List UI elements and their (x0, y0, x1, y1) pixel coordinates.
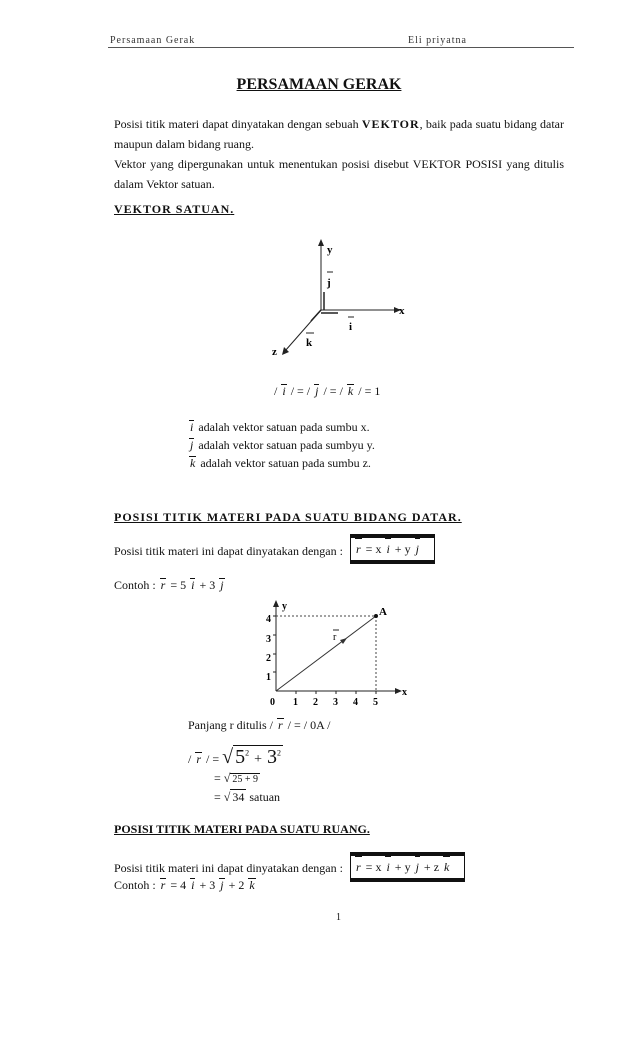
magnitude-calc-line3: = √ 34 satuan (214, 790, 281, 804)
page-title: PERSAMAAN GERAK (236, 76, 402, 93)
y-tick-1: 1 (266, 672, 271, 683)
unit-def-j: j adalah vektor satuan pada sumbyu y. (190, 438, 375, 452)
intro-text-end: , baik pada suatu bidang datar maupun dalam bidang ruang. (114, 117, 564, 151)
plane-example: Contoh : r = 5 i + 3 j (114, 578, 224, 592)
x-tick-labels (270, 697, 378, 708)
unit-def-k: k adalah vektor satuan pada sumbu z. (190, 456, 371, 470)
plane-statement: Posisi titik materi ini dapat dinyatakan dengan : (114, 544, 343, 558)
i-unit-label: i (349, 321, 353, 333)
section-heading-bidang-datar: POSISI TITIK MATERI PADA SUATU BIDANG DATAR. (114, 510, 462, 524)
plot-y-label: y (282, 601, 287, 612)
section-heading-vektor-satuan: VEKTOR SATUAN. (114, 202, 235, 216)
x-tick-4: 4 (353, 697, 358, 708)
header-divider (108, 47, 574, 48)
space-formula-box: r = x i + y j + z k (350, 856, 465, 878)
y-tick-3: 3 (266, 634, 271, 645)
unit-vector-axes-diagram (270, 234, 420, 362)
page-number: 1 (336, 912, 341, 923)
x-tick-5: 5 (373, 697, 378, 708)
position-vector-plot (258, 596, 418, 708)
y-tick-2: 2 (266, 653, 271, 664)
x-axis-label: x (399, 305, 405, 317)
y-tick-4: 4 (266, 614, 271, 625)
intro-paragraph-2: Vektor yang dipergunakan untuk menentukan posisi disebut VEKTOR POSISI yang ditulis dalam Vektor satuan. (114, 157, 564, 191)
j-unit-label: j (327, 277, 331, 289)
z-axis-label: z (272, 346, 277, 358)
x-tick-3: 3 (333, 697, 338, 708)
unit-magnitude-equation: / i / = / j / = / k / = 1 (274, 384, 381, 398)
intro-text: Posisi titik materi dapat dinyatakan dengan sebuah (114, 117, 362, 131)
plot-x-label: x (402, 687, 407, 698)
unit-def-i: i adalah vektor satuan pada sumbu x. (190, 420, 370, 434)
length-statement: Panjang r ditulis / r / = / 0A / (188, 718, 331, 732)
y-axis-label: y (327, 244, 333, 256)
space-example: Contoh : r = 4 i + 3 j + 2 k (114, 878, 255, 892)
space-statement: Posisi titik materi ini dapat dinyatakan dengan : (114, 861, 343, 875)
x-tick-2: 2 (313, 697, 318, 708)
header-left: Persamaan Gerak (110, 35, 196, 46)
magnitude-calc-line1: / r / = √ $5^2 + 3^2$ (188, 746, 282, 768)
x-tick-0: 0 (270, 697, 275, 708)
y-tick-labels (266, 614, 271, 683)
point-a-label: A (379, 606, 387, 618)
plane-formula-box: r = x i + y j (350, 538, 435, 560)
intro-paragraph-1 (114, 114, 564, 154)
header-right: Eli priyatna (408, 35, 467, 46)
section-heading-ruang: POSISI TITIK MATERI PADA SUATU RUANG. (114, 822, 370, 836)
vector-r-label: r (333, 632, 337, 643)
magnitude-calc-line2: = √ 25 + 9 (214, 771, 259, 785)
k-unit-label: k (306, 337, 313, 349)
x-tick-1: 1 (293, 697, 298, 708)
intro-bold-word: VEKTOR (361, 117, 420, 131)
